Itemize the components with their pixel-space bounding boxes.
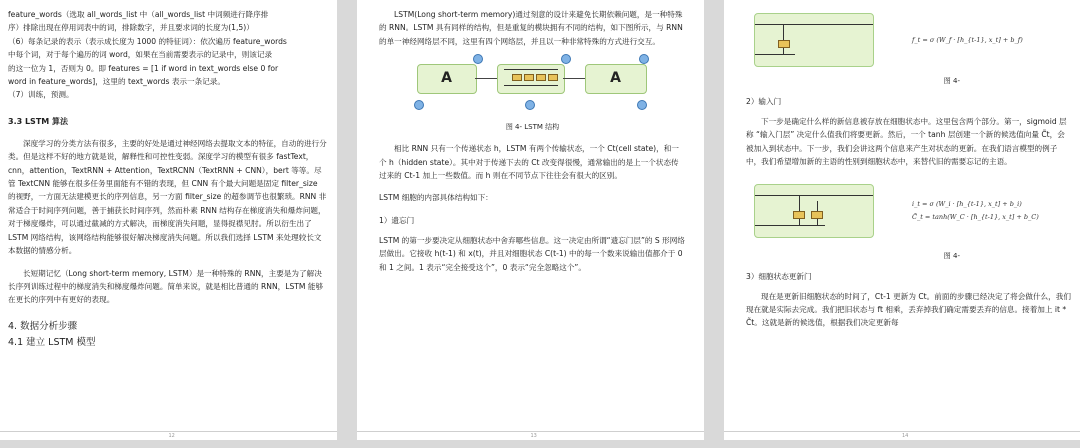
document-page-13	[357, 0, 704, 440]
text-line: （7）训练，预测。	[8, 90, 74, 100]
paragraph-input-gate: 下一步是确定什么样的新信息被存放在细胞状态中。这里包含两个部分。第一，sigmoid 层称 “输入门层” 决定什么值我们将要更新。然后，一个 tanh 层创建一个新的候选值向量 C̃t，会被加入到状态中。下一步，我们会讲这两个信息来产生对状态的更新。在我们语言模型的例子中，我们希望增加新的主语的性别到细胞状态中，来替代旧的需要忘记的主语。	[746, 117, 1067, 167]
arrow	[475, 78, 497, 79]
subheading-cell-update: 3）细胞状态更新门	[746, 271, 812, 281]
page-number: 14	[902, 433, 909, 439]
paragraph-rnn-vs-lstm: 相比 RNN 只有一个传递状态 h，LSTM 有两个传输状态，一个 Ct(cell state)，和一个 h（hidden state）。其中对于传递下去的 Ct 改变得很慢，通常输出的是上一个状态传过来的 Ct-1 加上一些数值。而 h 则在不同节点下往往会有很大的区别。	[379, 144, 679, 181]
input-node	[414, 100, 424, 110]
heading-build-lstm: 4.1 建立 LSTM 模型	[8, 336, 96, 348]
figure-caption: 图 4-	[943, 251, 960, 260]
input-gate-formula: i_t = σ (W_i · [h_{t-1}, x_t] + b_i)	[912, 199, 1022, 208]
output-node	[561, 54, 571, 64]
lstm-cell-left	[417, 64, 477, 94]
lstm-structure-figure	[413, 54, 653, 114]
text-line: word in feature_words]，这里的 text_words 表示一条记录。	[8, 77, 225, 87]
subheading-forget-gate: 1）遗忘门	[379, 215, 415, 225]
text-line: 序）排除出现在停用词表中的词，排除数字，并且要求词的长度为(1,5)）	[8, 23, 254, 33]
input-node	[637, 100, 647, 110]
paragraph-feature-words	[8, 8, 327, 102]
text-line: 中每个词，对于每个遍历的词 word，如果在当前需要表示的记录中，则该记录	[8, 50, 273, 60]
output-node	[473, 54, 483, 64]
forget-gate-diagram	[754, 13, 874, 67]
input-node	[525, 100, 535, 110]
paragraph-deep-learning: 深度学习的分类方法有很多，主要的好处是通过神经网络去提取文本的特征，自动的进行分类。但是这样不好的地方就是说，解释性和可控性变弱。深度学习的模型有很多 fastText，cnn，attention，TextRNN + Attention，TextRCNN（TextRNN + CNN），bert 等等。尽管 TextCNN 能够在很多任务里面能有不错的表现，但 CNN 有个最大问题是固定 filter_size 的视野，一方面无法建模更长的序列信息，另一方面 filter_size 的超参调节也很繁琐。RNN 非常适合于时间序列问题，善于捕获长时间序列，然而朴素 RNN 结构存在梯度消失和爆炸问题，对于梯度爆炸，可以通过截减的方式解决，而梯度消失问题，显得捉襟见肘。所以衍生出了 LSTM 网络结构，该网络结构能够很好解决梯度消失问题。所以我们选择 LSTM 来处理较长文本数据的情感分析。	[8, 138, 327, 256]
paragraph-cell-update: 现在是更新旧细胞状态的时间了，Ct-1 更新为 Ct。前面的步骤已经决定了将会做什么，我们现在就是实际去完成。我们把旧状态与 ft 相乘，丢弃掉我们确定需要丢弃的信息。接着加上 it * C̃t。这就是新的候选值，根据我们决定更新每	[746, 291, 1071, 328]
figure-caption: 图 4-	[943, 77, 960, 85]
cell-letter: A	[610, 70, 621, 87]
candidate-formula: C̃_t = tanh(W_C · [h_{t-1}, x_t] + b_C)	[912, 212, 1039, 221]
forget-gate-figure	[746, 8, 1072, 72]
paragraph-lstm-intro: 长短期记忆（Long short-term memory, LSTM）是一种特殊的 RNN，主要是为了解决长序列训练过程中的梯度消失和梯度爆炸问题。简单来说，就是相比普通的 RNN，LSTM 能够在更长的序列中有更好的表现。	[8, 268, 324, 305]
paragraph-cell-structure: LSTM 细胞的内部具体结构如下：	[379, 193, 493, 203]
paragraph-lstm-design: LSTM(Long short-term memory)通过刻意的设计来避免长期依赖问题，是一种特殊的 RNN。LSTM 具有同样的结构，但是重复的模块拥有不同的结构，如下图所示，与 RNN 的单一神经网络层不同，这里有四个网络层，并且以一种非常特殊的方式进行交互。	[379, 10, 683, 46]
lstm-cell-right	[585, 64, 647, 94]
input-gate-diagram	[754, 184, 874, 238]
paragraph-forget-gate: LSTM 的第一步要决定从细胞状态中舍弃哪些信息。这一决定由所谓“遗忘门层”的 S 形网络层做出。它接收 h(t-1) 和 x(t)，并且对细胞状态 C(t-1) 中的每一个数来说输出值都介于 0 和 1 之间。1 表示“完全接受这个”，0 表示“完全忽略这个”。	[379, 235, 685, 272]
heading-analysis-steps: 4. 数据分析步骤	[8, 320, 78, 332]
page-footer	[0, 431, 337, 440]
text-line: （6）每条记录的表示（表示成长度为 1000 的特征词）：依次遍历 feature_words	[8, 36, 287, 46]
text-line: feature_words（选取 all_words_list 中（all_words_list 中词频进行降序排	[8, 10, 269, 19]
figure-caption: 图 4- LSTM 结构	[505, 123, 560, 132]
input-gate-figure	[746, 175, 1072, 247]
forget-gate-formula: f_t = σ (W_f · [h_{t-1}, x_t] + b_f)	[912, 35, 1023, 44]
page-number: 12	[168, 433, 175, 439]
lstm-cell-center	[497, 64, 565, 94]
section-heading-lstm: 3.3 LSTM 算法	[8, 116, 69, 126]
document-page-12	[0, 0, 337, 440]
output-node	[639, 54, 649, 64]
input-gate-formulas	[912, 198, 1039, 224]
subheading-input-gate: 2）输入门	[746, 97, 782, 106]
cell-letter: A	[441, 70, 452, 87]
page-footer	[724, 431, 1080, 440]
arrow	[563, 78, 585, 79]
page-number: 13	[530, 433, 537, 439]
text-line: 的这一位为 1，否则为 0。即 features = [1 if word in text_words else 0 for	[8, 63, 279, 73]
page-footer	[357, 431, 704, 440]
document-page-14	[724, 0, 1080, 440]
